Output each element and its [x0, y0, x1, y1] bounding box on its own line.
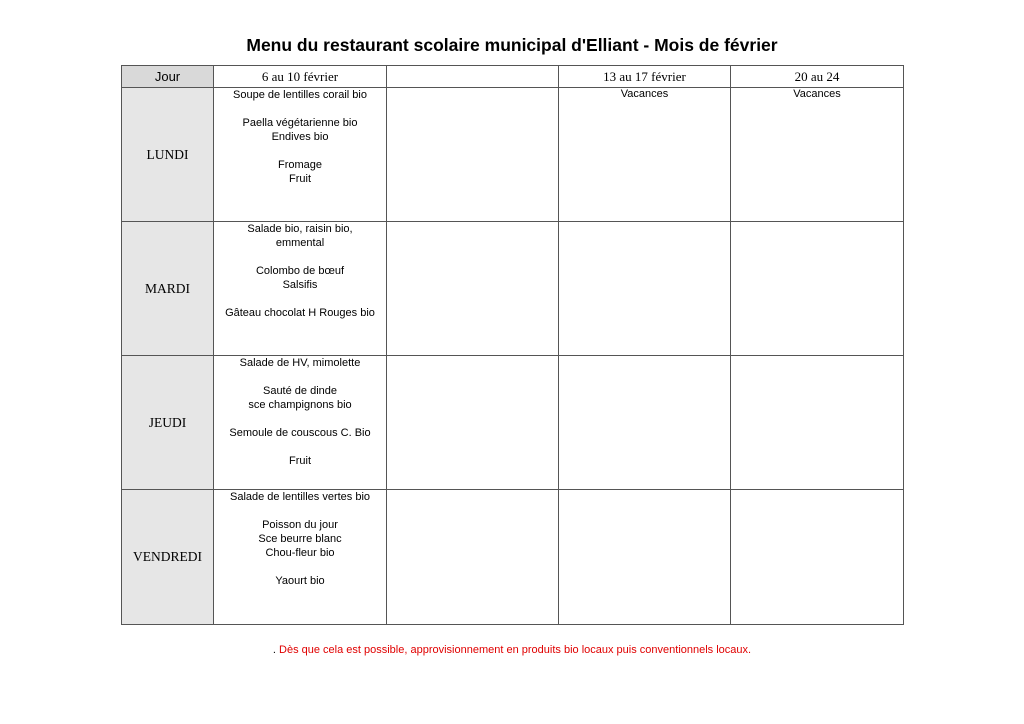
menu-line: Salade de lentilles vertes bio	[229, 491, 371, 503]
footnote-dot: .	[272, 644, 276, 656]
menu-line	[214, 560, 386, 574]
header-row	[122, 66, 904, 88]
menu-line: Paella végétarienne bio	[242, 117, 358, 129]
header-jour: Jour	[122, 66, 214, 88]
menu-line: Chou-fleur bio	[265, 547, 335, 559]
menu-line: Fruit	[289, 455, 311, 467]
menu-line: sce champignons bio	[248, 399, 352, 411]
menu-cell-lundi	[214, 88, 387, 222]
menu-line: Soupe de lentilles corail bio	[233, 89, 367, 101]
empty-cell	[387, 356, 559, 490]
footnote-text: Dès que cela est possible, approvisionnement en produits bio locaux puis conventionnels locaux.	[279, 644, 752, 656]
page-title: Menu du restaurant scolaire municipal d'Elliant - Mois de février	[246, 35, 778, 55]
menu-line: Fruit	[289, 173, 311, 185]
menu-line: Yaourt bio	[275, 575, 325, 587]
menu-line: emmental	[275, 237, 325, 249]
vacances-cell: Vacances	[559, 88, 731, 222]
table-row	[122, 222, 904, 356]
menu-line: Salade de HV, mimolette	[239, 357, 361, 369]
menu-cell-jeudi	[214, 356, 387, 490]
menu-line	[214, 504, 386, 518]
menu-line	[214, 370, 386, 384]
day-label: VENDREDI	[122, 490, 214, 625]
menu-line	[214, 292, 386, 306]
menu-line: Sce beurre blanc	[258, 533, 342, 545]
day-label: LUNDI	[122, 88, 214, 222]
menu-line	[214, 412, 386, 426]
empty-cell	[731, 490, 904, 625]
menu-line: Endives bio	[271, 131, 329, 143]
empty-cell	[559, 222, 731, 356]
vacances-cell: Vacances	[731, 88, 904, 222]
table-row	[122, 88, 904, 222]
menu-line	[214, 440, 386, 454]
menu-line: Sauté de dinde	[262, 385, 337, 397]
empty-cell	[387, 490, 559, 625]
table-row	[122, 356, 904, 490]
empty-cell	[559, 356, 731, 490]
day-label: MARDI	[122, 222, 214, 356]
menu-line	[214, 144, 386, 158]
footnote	[0, 644, 1024, 656]
empty-cell	[731, 222, 904, 356]
menu-line: Salsifis	[282, 279, 318, 291]
empty-cell	[387, 88, 559, 222]
empty-cell	[559, 490, 731, 625]
table-row	[122, 490, 904, 625]
menu-line: Gâteau chocolat H Rouges bio	[225, 307, 375, 319]
menu-cell-vendredi	[214, 490, 387, 625]
day-label: JEUDI	[122, 356, 214, 490]
menu-line: Fromage	[277, 159, 323, 171]
header-week-1: 6 au 10 février	[214, 66, 387, 88]
empty-cell	[387, 222, 559, 356]
menu-line: Semoule de couscous C. Bio	[229, 427, 371, 439]
menu-line	[214, 250, 386, 264]
menu-table	[121, 65, 904, 625]
menu-line: Poisson du jour	[262, 519, 338, 531]
menu-line: Salade bio, raisin bio,	[247, 223, 353, 235]
header-week-3: 13 au 17 février	[559, 66, 731, 88]
menu-cell-mardi	[214, 222, 387, 356]
empty-cell	[731, 356, 904, 490]
menu-line: Colombo de bœuf	[255, 265, 345, 277]
header-week-2	[387, 66, 559, 88]
menu-line	[214, 102, 386, 116]
header-week-4: 20 au 24	[731, 66, 904, 88]
